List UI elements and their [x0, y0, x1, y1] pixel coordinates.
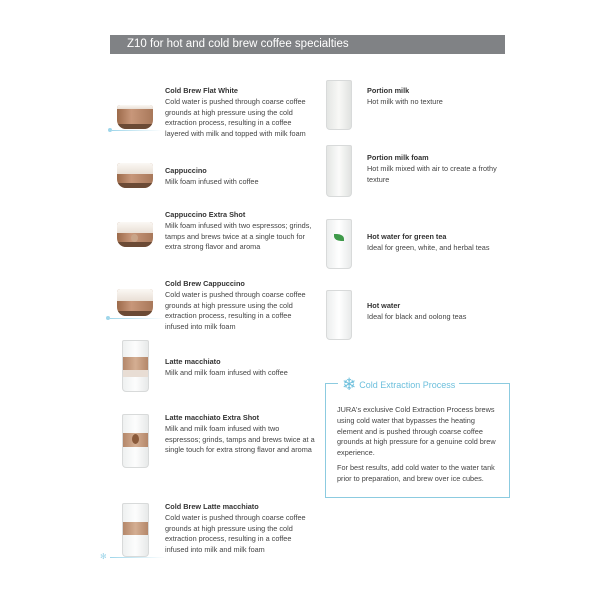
item-title: Latte macchiato Extra Shot [165, 413, 260, 422]
item-desc: Cold water is pushed through coarse coffee grounds at high pressure using the cold extraction process, resulting in a coffee layered with milk and topped with milk foam [165, 96, 306, 139]
list-item-hot-water-green-tea [367, 232, 512, 254]
page-banner: Z10 for hot and cold brew coffee specialties [110, 35, 505, 54]
item-title: Cold Brew Flat White [165, 86, 238, 95]
cold-extraction-title: Cold Extraction Process [359, 379, 456, 390]
item-desc: Milk and milk foam infused with coffee [165, 367, 288, 377]
cold-extraction-body [337, 405, 502, 489]
item-title: Latte macchiato [165, 357, 221, 366]
item-title: Hot water for green tea [367, 232, 447, 241]
list-item-portion-milk [367, 86, 512, 108]
list-item-cappuccino [165, 166, 315, 188]
item-desc: Cold water is pushed through coarse coffee grounds at high pressure using the cold extraction process, resulting in a coffee infused into milk foam [165, 289, 306, 332]
item-title: Cold Brew Cappuccino [165, 279, 245, 288]
list-item-portion-milk-foam [367, 153, 512, 185]
snowflake-icon: ✻ [100, 552, 107, 561]
list-item-latte-macchiato-extra-shot [165, 413, 315, 456]
item-title: Cappuccino [165, 166, 207, 175]
list-item-cold-brew-latte-macchiato [165, 502, 315, 556]
item-desc: Milk and milk foam infused with two espressos; grinds, tamps and brews twice at a single touch for extra strong flavor and aroma [165, 423, 315, 455]
item-title: Cappuccino Extra Shot [165, 210, 246, 219]
list-item-latte-macchiato [165, 357, 315, 379]
item-desc: Milk foam infused with coffee [165, 176, 259, 186]
item-desc: Ideal for black and oolong teas [367, 311, 467, 321]
cold-extraction-paragraph-2: For best results, add cold water to the water tank prior to preparation, and brew over ice cubes. [337, 462, 495, 483]
list-item-hot-water [367, 301, 512, 323]
item-title: Hot water [367, 301, 401, 310]
item-desc: Hot milk mixed with air to create a frothy texture [367, 163, 497, 184]
list-item-cold-brew-cappuccino [165, 279, 315, 333]
item-title: Portion milk foam [367, 153, 429, 162]
item-desc: Cold water is pushed through coarse coffee grounds at high pressure using the cold extraction process, resulting in a coffee infused into milk and milk foam [165, 512, 306, 555]
item-desc: Hot milk with no texture [367, 96, 443, 106]
list-item-cold-brew-flat-white [165, 86, 315, 140]
list-item-cappuccino-extra-shot [165, 210, 315, 253]
cold-extraction-paragraph-1: JURA's exclusive Cold Extraction Process brews using cold water that bypasses the heating element and is pushed through coarse coffee grounds at high pressure for a genuine cold brew experience. [337, 405, 496, 458]
item-title: Cold Brew Latte macchiato [165, 502, 259, 511]
snowflake-icon: ❄ [342, 375, 357, 394]
item-desc: Ideal for green, white, and herbal teas [367, 242, 490, 252]
item-desc: Milk foam infused with two espressos; grinds, tamps and brews twice at a single touch for extra strong flavor and aroma [165, 220, 312, 252]
cold-extraction-header [338, 376, 459, 393]
item-title: Portion milk [367, 86, 410, 95]
